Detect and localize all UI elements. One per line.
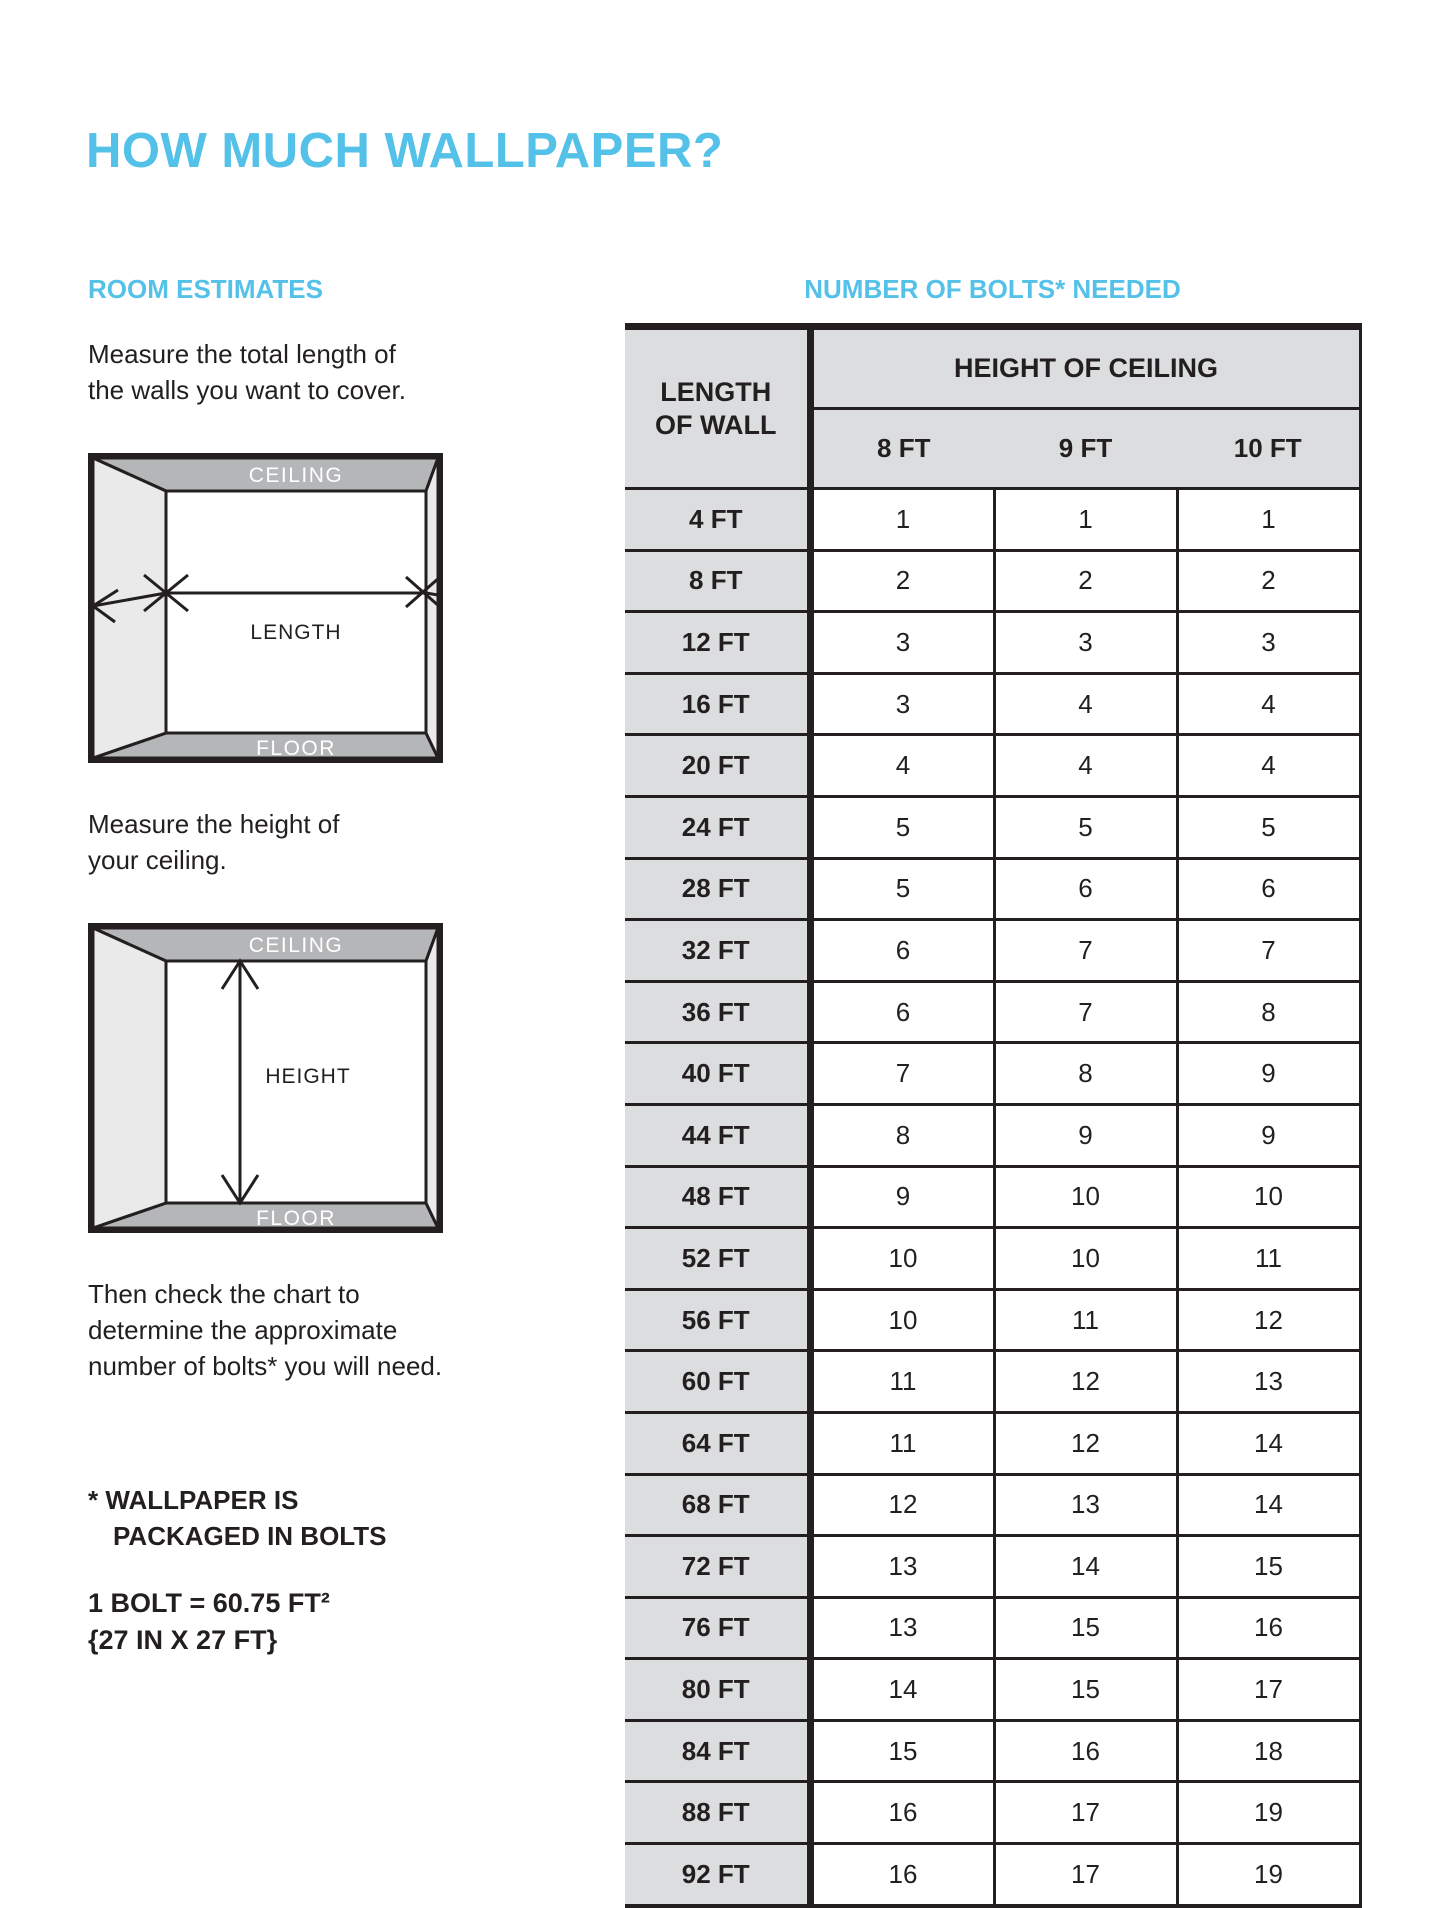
bolt-count-cell: 10: [994, 1228, 1177, 1290]
bolt-count-cell: 3: [810, 673, 994, 735]
bolt-count-cell: 14: [994, 1536, 1177, 1598]
bolt-count-cell: 6: [810, 920, 994, 982]
room-height-diagram: [88, 923, 443, 1238]
table-row: [625, 1720, 1360, 1782]
left-wall: [93, 928, 166, 1228]
instruction-check-chart: [88, 1276, 442, 1384]
table-row: [625, 1043, 1360, 1105]
column-header-9ft: 9 FT: [994, 409, 1177, 489]
bolt-count-cell: 11: [994, 1289, 1177, 1351]
bolt-count-cell: 10: [994, 1166, 1177, 1228]
instruction-line: Then check the chart to: [88, 1279, 360, 1309]
bolt-count-cell: 6: [1177, 858, 1360, 920]
bolt-count-cell: 13: [1177, 1351, 1360, 1413]
wall-length-label: 20 FT: [625, 735, 810, 797]
table-row: [625, 1412, 1360, 1474]
table-row: [625, 1844, 1360, 1906]
table-row: [625, 920, 1360, 982]
wall-length-label: 40 FT: [625, 1043, 810, 1105]
wall-length-label: 76 FT: [625, 1597, 810, 1659]
instruction-line: Measure the total length of: [88, 339, 396, 369]
wall-length-label: 8 FT: [625, 550, 810, 612]
page-title: HOW MUCH WALLPAPER?: [86, 123, 724, 178]
bolt-count-cell: 9: [994, 1104, 1177, 1166]
wall-length-label: 48 FT: [625, 1166, 810, 1228]
floor-label: FLOOR: [256, 737, 336, 760]
bolt-count-cell: 8: [1177, 981, 1360, 1043]
length-of-wall-header-line: OF WALL: [655, 409, 777, 440]
bolts-needed-heading: NUMBER OF BOLTS* NEEDED: [804, 274, 1181, 304]
bolt-count-cell: 12: [994, 1412, 1177, 1474]
bolt-count-cell: 19: [1177, 1782, 1360, 1844]
bolt-count-cell: 8: [810, 1104, 994, 1166]
wall-length-label: 24 FT: [625, 796, 810, 858]
wall-length-label: 84 FT: [625, 1720, 810, 1782]
instruction-measure-height: [88, 806, 340, 878]
bolt-count-cell: 16: [994, 1720, 1177, 1782]
bolt-equation: 1 BOLT = 60.75 FT²: [88, 1588, 330, 1618]
instruction-line: the walls you want to cover.: [88, 375, 406, 405]
height-of-ceiling-header: HEIGHT OF CEILING: [810, 327, 1360, 409]
bolt-count-cell: 15: [994, 1597, 1177, 1659]
wall-length-label: 88 FT: [625, 1782, 810, 1844]
table-row: [625, 1536, 1360, 1598]
bolt-count-cell: 5: [810, 858, 994, 920]
room-estimates-heading: ROOM ESTIMATES: [88, 274, 323, 304]
wall-length-label: 52 FT: [625, 1228, 810, 1290]
bolt-count-cell: 10: [810, 1228, 994, 1290]
bolt-count-cell: 13: [810, 1597, 994, 1659]
instruction-line: Measure the height of: [88, 809, 340, 839]
bolt-count-cell: 9: [810, 1166, 994, 1228]
bolt-count-cell: 19: [1177, 1844, 1360, 1906]
bolts-footnote: [88, 1482, 386, 1554]
bolt-count-cell: 14: [810, 1659, 994, 1721]
bolt-count-cell: 17: [1177, 1659, 1360, 1721]
table-row: [625, 858, 1360, 920]
bolt-count-cell: 2: [1177, 550, 1360, 612]
table-group-header-row: [625, 327, 1360, 409]
bolts-table: [625, 323, 1362, 1908]
footnote-line: * WALLPAPER IS: [88, 1485, 299, 1515]
bolt-count-cell: 8: [994, 1043, 1177, 1105]
footnote-line: PACKAGED IN BOLTS: [113, 1521, 387, 1551]
bolt-count-cell: 7: [810, 1043, 994, 1105]
table-row: [625, 1659, 1360, 1721]
bolt-count-cell: 14: [1177, 1412, 1360, 1474]
table-row: [625, 1351, 1360, 1413]
bolt-count-cell: 10: [1177, 1166, 1360, 1228]
wall-length-label: 36 FT: [625, 981, 810, 1043]
length-of-wall-header-line: LENGTH: [660, 376, 772, 407]
table-row: [625, 1597, 1360, 1659]
instruction-line: your ceiling.: [88, 845, 227, 875]
table-row: [625, 1104, 1360, 1166]
bolt-count-cell: 1: [994, 489, 1177, 551]
bolt-count-cell: 11: [1177, 1228, 1360, 1290]
bolt-count-cell: 11: [810, 1351, 994, 1413]
bolt-count-cell: 17: [994, 1844, 1177, 1906]
ceiling-label: CEILING: [248, 934, 344, 957]
bolt-count-cell: 6: [994, 858, 1177, 920]
wall-length-label: 32 FT: [625, 920, 810, 982]
bolt-count-cell: 18: [1177, 1720, 1360, 1782]
bolt-count-cell: 4: [810, 735, 994, 797]
wall-length-label: 60 FT: [625, 1351, 810, 1413]
table-row: [625, 612, 1360, 674]
table-row: [625, 1166, 1360, 1228]
room-length-diagram-svg: [88, 453, 443, 763]
height-label: HEIGHT: [265, 1065, 351, 1088]
floor-label: FLOOR: [256, 1207, 336, 1230]
bolt-count-cell: 5: [994, 796, 1177, 858]
table-row: [625, 735, 1360, 797]
left-wall: [93, 458, 166, 758]
bolt-count-cell: 12: [1177, 1289, 1360, 1351]
wall-length-label: 4 FT: [625, 489, 810, 551]
wall-length-label: 68 FT: [625, 1474, 810, 1536]
ceiling-label: CEILING: [248, 464, 344, 487]
bolt-count-cell: 17: [994, 1782, 1177, 1844]
bolt-count-cell: 7: [994, 920, 1177, 982]
bolts-table-body: [625, 489, 1360, 1906]
bolt-count-cell: 15: [994, 1659, 1177, 1721]
table-row: [625, 1782, 1360, 1844]
right-wall: [426, 928, 438, 1228]
bolt-count-cell: 15: [1177, 1536, 1360, 1598]
bolt-count-cell: 4: [994, 735, 1177, 797]
bolt-count-cell: 12: [994, 1351, 1177, 1413]
bolt-count-cell: 4: [994, 673, 1177, 735]
bolt-count-cell: 3: [1177, 612, 1360, 674]
table-row: [625, 1474, 1360, 1536]
column-header-10ft: 10 FT: [1177, 409, 1360, 489]
bolt-count-cell: 16: [810, 1844, 994, 1906]
table-row: [625, 1289, 1360, 1351]
bolt-count-cell: 16: [1177, 1597, 1360, 1659]
column-header-8ft: 8 FT: [810, 409, 994, 489]
wall-length-label: 92 FT: [625, 1844, 810, 1906]
room-height-diagram-svg: [88, 923, 443, 1233]
table-row: [625, 489, 1360, 551]
bolt-count-cell: 11: [810, 1412, 994, 1474]
bolt-definition: [88, 1585, 330, 1659]
bolt-dimensions: {27 IN X 27 FT}: [88, 1625, 278, 1655]
length-of-wall-header: [625, 327, 810, 489]
bolt-count-cell: 15: [810, 1720, 994, 1782]
bolt-count-cell: 10: [810, 1289, 994, 1351]
bolt-count-cell: 14: [1177, 1474, 1360, 1536]
right-wall: [426, 458, 438, 758]
wall-length-label: 28 FT: [625, 858, 810, 920]
table-row: [625, 1228, 1360, 1290]
wall-length-label: 80 FT: [625, 1659, 810, 1721]
bolt-count-cell: 9: [1177, 1043, 1360, 1105]
bolt-count-cell: 5: [1177, 796, 1360, 858]
bolt-count-cell: 6: [810, 981, 994, 1043]
wall-length-label: 12 FT: [625, 612, 810, 674]
bolt-count-cell: 1: [810, 489, 994, 551]
table-row: [625, 981, 1360, 1043]
bolt-count-cell: 2: [994, 550, 1177, 612]
wall-length-label: 44 FT: [625, 1104, 810, 1166]
bolt-count-cell: 9: [1177, 1104, 1360, 1166]
wall-length-label: 64 FT: [625, 1412, 810, 1474]
back-wall: [166, 491, 426, 733]
table-row: [625, 796, 1360, 858]
instruction-line: number of bolts* you will need.: [88, 1351, 443, 1381]
room-length-diagram: [88, 453, 443, 768]
bolt-count-cell: 13: [994, 1474, 1177, 1536]
bolt-count-cell: 4: [1177, 673, 1360, 735]
bolt-count-cell: 12: [810, 1474, 994, 1536]
instruction-line: determine the approximate: [88, 1315, 398, 1345]
table-row: [625, 673, 1360, 735]
instruction-measure-length: [88, 336, 406, 408]
bolt-count-cell: 16: [810, 1782, 994, 1844]
bolt-count-cell: 4: [1177, 735, 1360, 797]
wall-length-label: 72 FT: [625, 1536, 810, 1598]
bolt-count-cell: 5: [810, 796, 994, 858]
wall-length-label: 16 FT: [625, 673, 810, 735]
bolt-count-cell: 2: [810, 550, 994, 612]
bolt-count-cell: 1: [1177, 489, 1360, 551]
wall-length-label: 56 FT: [625, 1289, 810, 1351]
bolt-count-cell: 7: [994, 981, 1177, 1043]
table-row: [625, 550, 1360, 612]
length-label: LENGTH: [250, 621, 342, 644]
bolt-count-cell: 7: [1177, 920, 1360, 982]
bolt-count-cell: 3: [810, 612, 994, 674]
bolt-count-cell: 13: [810, 1536, 994, 1598]
bolt-count-cell: 3: [994, 612, 1177, 674]
